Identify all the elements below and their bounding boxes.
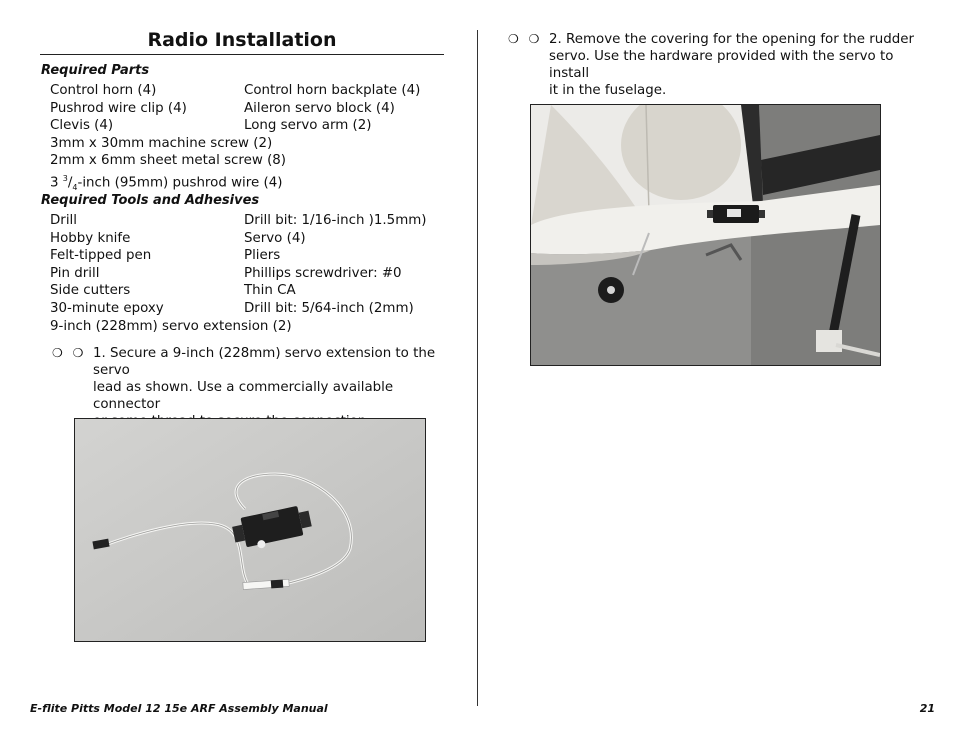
tool-item: Phillips screwdriver: #0	[244, 265, 402, 281]
part-item: Control horn backplate (4)	[244, 83, 421, 98]
servo-extension-photo	[74, 418, 426, 642]
step1-line: 1. Secure a 9-inch (228mm) servo extension to the servo	[93, 346, 436, 378]
rudder-servo-illustration	[531, 105, 880, 365]
tools-row	[50, 265, 402, 283]
tool-item: Pliers	[244, 248, 281, 264]
tool-item: 30-minute epoxy	[50, 300, 164, 316]
pushrod-fraction-den: 4	[72, 183, 78, 193]
parts-row	[50, 82, 421, 100]
tools-row	[50, 282, 296, 300]
tool-item: Drill bit: 5/64-inch (2mm)	[244, 300, 414, 316]
parts-row-pushrod: 3 $^3/_4$-inch (95mm) pushrod wire (4)	[50, 173, 283, 193]
tool-item: Servo (4)	[244, 230, 306, 246]
tools-row	[50, 212, 427, 230]
part-item: Long servo arm (2)	[244, 118, 372, 134]
step1-line: lead as shown. Use a commercially available connector	[93, 380, 394, 412]
tool-item: Felt-tipped pen	[50, 248, 152, 264]
required-tools-list	[50, 212, 427, 335]
pushrod-fraction-num: 3	[62, 173, 68, 183]
tool-item: Drill bit: 1/16-inch )1.5mm)	[244, 213, 427, 228]
step2-line: 2. Remove the covering for the opening for the rudder	[549, 32, 914, 47]
required-parts-heading: Required Parts	[41, 63, 150, 78]
part-item: 2mm x 6mm sheet metal screw (8)	[50, 153, 287, 169]
servo-extension-illustration	[75, 419, 425, 641]
step2-checkboxes[interactable]: ❍ ❍	[508, 32, 543, 46]
parts-row	[50, 117, 372, 135]
column-divider	[477, 30, 478, 706]
parts-row	[50, 152, 286, 170]
rudder-servo-photo	[530, 104, 881, 366]
part-item: Clevis (4)	[50, 118, 114, 134]
tool-item: Pin drill	[50, 265, 100, 281]
step2-line: it in the fuselage.	[549, 83, 667, 98]
parts-row	[50, 135, 286, 153]
step2-line: servo. Use the hardware provided with the servo to install	[549, 49, 894, 81]
required-parts-list	[50, 82, 421, 197]
step1-checkboxes[interactable]: ❍ ❍	[52, 346, 87, 360]
tools-row	[50, 300, 414, 318]
pushrod-whole: 3	[50, 175, 59, 191]
parts-row	[50, 100, 395, 118]
tool-item: 9-inch (228mm) servo extension (2)	[50, 318, 292, 334]
part-item: 3mm x 30mm machine screw (2)	[50, 135, 273, 151]
tools-row	[50, 247, 292, 265]
step2-text	[549, 31, 929, 99]
part-item: Aileron servo block (4)	[244, 100, 395, 116]
footer-manual-title: E-flite Pitts Model 12 15e ARF Assembly Manual	[30, 702, 328, 715]
part-item: Pushrod wire clip (4)	[50, 100, 187, 116]
tools-row	[50, 230, 306, 248]
tool-item: Drill	[50, 213, 77, 228]
tools-row	[50, 318, 292, 336]
title-underline	[40, 54, 444, 55]
page-number: 21	[919, 702, 935, 715]
tool-item: Hobby knife	[50, 230, 131, 246]
tool-item: Side cutters	[50, 283, 131, 299]
page-title: Radio Installation	[147, 29, 337, 51]
tool-item: Thin CA	[244, 283, 296, 299]
pushrod-rest: -inch (95mm) pushrod wire (4)	[77, 175, 283, 191]
required-tools-heading: Required Tools and Adhesives	[41, 193, 260, 208]
part-item: Control horn (4)	[50, 83, 157, 98]
